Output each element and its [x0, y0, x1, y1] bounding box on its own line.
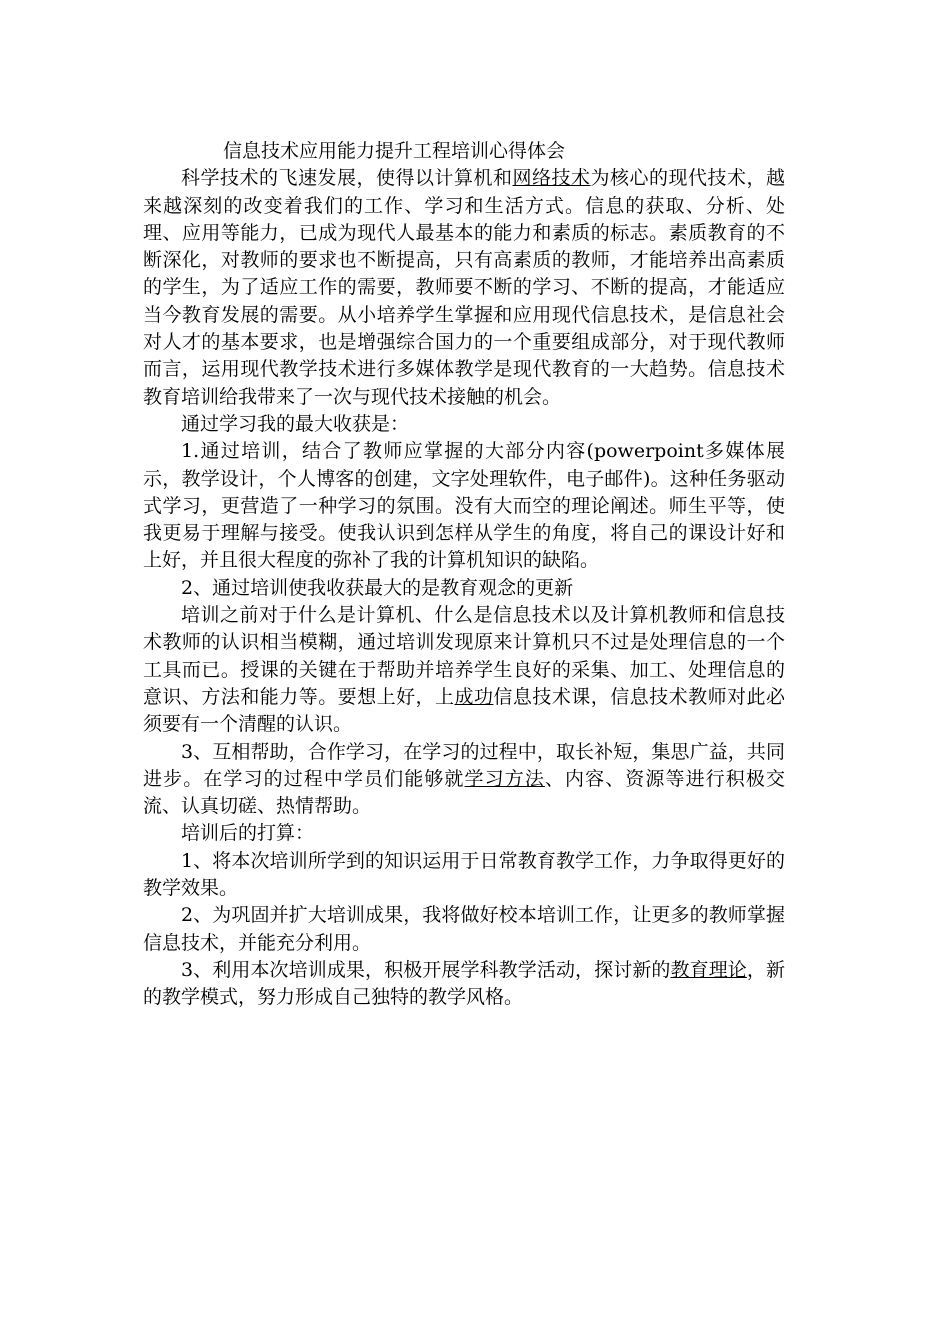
- paragraph-text: 为核心的现代技术，越来越深刻的改变着我们的工作、学习和生活方式。信息的获取、分析、处理、应用等能力，已成为现代人最基本的能力和素质的标志。素质教育的不断深化，对教师的要求也不断提高，只有高素质的教师，才能培养出高素质的学生，为了适应工作的需要，教师要不断的学习、不断的提高，才能适应当今教育发展的需要。从小培养学生掌握和应用现代信息技术，是信息社会对人才的基本要求，也是增强综合国力的一个重要组成部分，对于现代教师而言，运用现代教学技术进行多媒体教学是现代教育的一大趋势。信息技术教育培训给我带来了一次与现代技术接触的机会。: [143, 167, 785, 408]
- paragraph-gain-3: [143, 739, 785, 821]
- paragraph-plan-3: [143, 957, 785, 1012]
- paragraph-plans-heading: 培训后的打算：: [181, 822, 315, 845]
- document-body: [143, 138, 785, 1012]
- link-success[interactable]: 成功: [454, 685, 494, 708]
- link-education-theory[interactable]: 教育理论: [670, 958, 747, 981]
- link-network-technology[interactable]: 网络技术: [512, 167, 591, 190]
- paragraph-plan-2: 2、为巩固并扩大培训成果，我将做好校本培训工作，让更多的教师掌握信息技术，并能充分利用。: [143, 904, 785, 954]
- paragraph-text: 3、利用本次培训成果，积极开展学科教学活动，探讨新的: [181, 958, 671, 981]
- paragraph-plan-1: 1、将本次培训所学到的知识运用于日常教育教学工作，力争取得更好的教学效果。: [143, 849, 785, 900]
- paragraph-gain-2-heading: 2、通过培训使我收获最大的是教育观念的更新: [181, 576, 574, 599]
- paragraph-gain-2: [143, 602, 785, 738]
- document-title: 信息技术应用能力提升工程培训心得体会: [223, 140, 566, 162]
- paragraph-gain-1: 1.通过培训，结合了教师应掌握的大部分内容(powerpoint多媒体展示，教学设计，个人博客的创建，文字处理软件，电子邮件)。这种任务驱动式学习，更营造了一种学习的氛围。没有大而空的理论阐述。师生平等，使我更易于理解与接受。使我认识到怎样从学生的角度，将自己的课设计好和上好，并且很大程度的弥补了我的计算机知识的缺陷。: [143, 440, 785, 572]
- paragraph-text: 、内容、资源等进行积极交流、认真切磋、热情帮助。: [143, 767, 785, 818]
- paragraph-intro: [143, 165, 785, 411]
- paragraph-text: 培训之前对于什么是计算机、什么是信息技术以及计算机教师和信息技术教师的认识相当模糊，通过培训发现原来计算机只不过是处理信息的一个工具而已。授课的关键在于帮助并培养学生良好的采集、加工、处理信息的意识、方法和能力等。要想上好，上: [143, 604, 785, 708]
- link-learning-methods[interactable]: 学习方法: [464, 767, 545, 790]
- paragraph-gains-heading: 通过学习我的最大收获是：: [181, 412, 410, 435]
- paragraph-text: ，新的教学模式，努力形成自己独特的教学风格。: [143, 958, 785, 1009]
- paragraph-text: 信息技术课，信息技术教师对此必须要有一个清醒的认识。: [143, 685, 785, 736]
- paragraph-text: 科学技术的飞速发展，使得以计算机和: [181, 167, 513, 190]
- paragraph-text: 3、互相帮助，合作学习，在学习的过程中，取长补短，集思广益，共同进步。在学习的过程中学员们能够就: [143, 740, 785, 790]
